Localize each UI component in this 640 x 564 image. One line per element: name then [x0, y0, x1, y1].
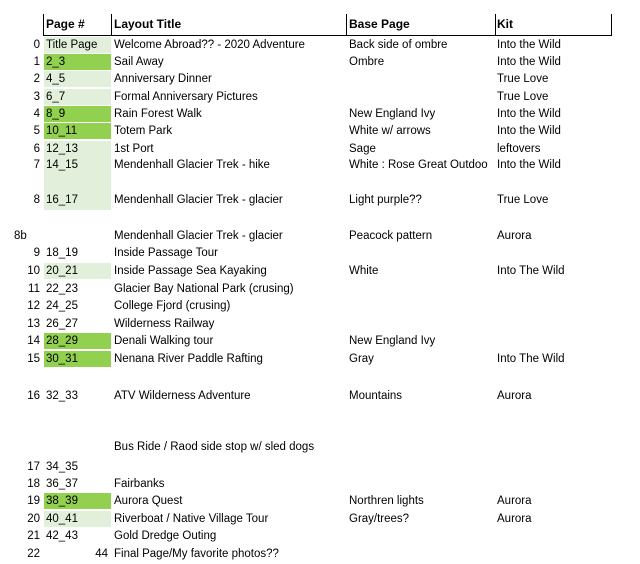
page-cell: 14_15	[46, 159, 78, 171]
base-page-cell	[349, 89, 495, 105]
row-number: 2	[33, 73, 40, 85]
row-number: 3	[33, 91, 40, 103]
layout-title-cell: Rain Forest Walk	[114, 108, 202, 120]
row-number: 0	[33, 39, 40, 51]
header-kit: Kit	[497, 17, 513, 31]
page-cell: 44	[95, 548, 108, 560]
layout-title-cell: Mendenhall Glacier Trek - glacier	[114, 194, 283, 206]
row-number: 21	[27, 530, 40, 542]
kit-cell: True Love	[497, 91, 549, 103]
row-number: 16	[27, 390, 40, 402]
layout-title-cell: Inside Passage Tour	[114, 247, 218, 259]
base-page-cell	[349, 476, 495, 492]
page-cell: Title Page	[46, 39, 98, 51]
row-number: 8b	[14, 230, 27, 242]
layout-title-cell: Formal Anniversary Pictures	[114, 91, 258, 103]
row-number: 7	[33, 159, 40, 171]
layout-title-cell: College Fjord (crusing)	[114, 300, 231, 312]
layout-title-cell: Wilderness Railway	[114, 318, 215, 330]
header-layout-title: Layout Title	[114, 17, 182, 31]
page-cell: 40_41	[46, 513, 78, 525]
kit-cell: Into The Wild	[497, 353, 565, 365]
base-page-cell: Back side of ombre	[349, 39, 448, 51]
header-border-base	[495, 14, 496, 36]
base-page-cell: Sage	[349, 143, 376, 155]
base-page-cell: New England Ivy	[349, 335, 436, 347]
page-cell: 26_27	[46, 318, 78, 330]
page-cell: 42_43	[46, 530, 78, 542]
page-cell: 12_13	[46, 143, 78, 155]
row-number: 11	[28, 283, 40, 295]
base-page-cell: White w/ arrows	[349, 125, 431, 137]
base-page-cell	[349, 528, 495, 544]
layout-title-cell: ATV Wilderness Adventure	[114, 390, 251, 402]
base-page-cell: Mountains	[349, 390, 403, 402]
row-number: 4	[33, 108, 40, 120]
header-base-page: Base Page	[349, 17, 410, 31]
header-border-page	[111, 14, 112, 36]
row-number: 20	[27, 513, 40, 525]
base-page-cell	[349, 281, 495, 297]
base-page-cell: White : Rose Great Outdoo	[349, 159, 488, 171]
page-cell: 8_9	[46, 108, 66, 120]
header-page: Page #	[46, 17, 85, 31]
row-number: 13	[27, 318, 40, 330]
page-cell: 34_35	[46, 461, 78, 473]
kit-cell: Into the Wild	[497, 39, 561, 51]
base-page-cell: Gray	[349, 353, 374, 365]
page-cell: 16_17	[46, 194, 78, 206]
kit-cell: Into the Wild	[497, 108, 561, 120]
kit-cell: Aurora	[497, 513, 532, 525]
layout-title-cell: Mendenhall Glacier Trek - hike	[114, 159, 270, 171]
page-cell: 18_19	[46, 247, 78, 259]
header-underline	[43, 35, 612, 36]
row-number	[20, 439, 40, 455]
row-number: 17	[27, 461, 40, 473]
layout-title-cell: Totem Park	[114, 125, 173, 137]
page-cell: 32_33	[46, 390, 78, 402]
layout-title-cell: Anniversary Dinner	[114, 73, 212, 85]
base-page-cell: Northren lights	[349, 495, 424, 507]
row-number: 14	[27, 335, 40, 347]
row-number: 1	[33, 56, 40, 68]
page-cell: 22_23	[46, 283, 78, 295]
row-number: 22	[27, 548, 40, 560]
row-number: 8	[33, 194, 40, 206]
row-number: 12	[27, 300, 40, 312]
layout-title-cell: Bus Ride / Raod side stop w/ sled dogs	[114, 441, 315, 453]
layout-title-cell: Mendenhall Glacier Trek - glacier	[114, 230, 283, 242]
header-border-left	[43, 14, 44, 36]
kit-cell: Into the Wild	[497, 56, 561, 68]
layout-title-cell: Riverboat / Native Village Tour	[114, 513, 269, 525]
base-page-cell	[349, 546, 495, 562]
base-page-cell	[349, 316, 495, 332]
base-page-cell	[349, 71, 495, 87]
page-cell: 20_21	[46, 265, 78, 277]
kit-cell: Aurora	[497, 495, 532, 507]
base-page-cell: Peacock pattern	[349, 230, 433, 242]
kit-cell: Aurora	[497, 390, 532, 402]
row-number: 10	[27, 265, 40, 277]
page-cell: 36_37	[46, 478, 78, 490]
base-page-cell	[349, 245, 495, 261]
layout-title-cell: Welcome Abroad?? - 2020 Adventure	[114, 39, 305, 51]
page-cell: 30_31	[46, 353, 78, 365]
layout-title-cell: Aurora Quest	[114, 495, 183, 507]
header-border-title	[346, 14, 347, 36]
page-cell: 2_3	[46, 56, 66, 68]
page-cell: 28_29	[46, 335, 78, 347]
layout-title-cell: Denali Walking tour	[114, 335, 214, 347]
base-page-cell: Light purple??	[349, 194, 422, 206]
kit-cell: Into the Wild	[497, 159, 561, 171]
base-page-cell	[349, 298, 495, 314]
layout-title-cell: 1st Port	[114, 143, 154, 155]
kit-cell: True Love	[497, 73, 549, 85]
page-cell: 24_25	[46, 300, 78, 312]
page-cell: 10_11	[46, 125, 78, 137]
base-page-cell	[349, 459, 495, 475]
base-page-cell: White	[349, 265, 379, 277]
page-cell: 6_7	[46, 91, 66, 103]
base-page-cell: New England Ivy	[349, 108, 436, 120]
row-number: 15	[27, 353, 40, 365]
kit-cell: Aurora	[497, 230, 532, 242]
row-number: 6	[33, 143, 40, 155]
layout-title-cell: Final Page/My favorite photos??	[114, 548, 279, 560]
row-number: 19	[27, 495, 40, 507]
layout-title-cell: Fairbanks	[114, 478, 165, 490]
layout-title-cell: Inside Passage Sea Kayaking	[114, 265, 267, 277]
page-cell: 38_39	[46, 495, 78, 507]
layout-title-cell: Gold Dredge Outing	[114, 530, 217, 542]
kit-cell: Into The Wild	[497, 265, 565, 277]
row-number: 9	[33, 247, 40, 259]
layout-title-cell: Glacier Bay National Park (crusing)	[114, 283, 294, 295]
layout-title-cell: Nenana River Paddle Rafting	[114, 353, 263, 365]
kit-cell: True Love	[497, 194, 549, 206]
base-page-cell: Ombre	[349, 56, 385, 68]
base-page-cell: Gray/trees?	[349, 513, 410, 525]
kit-cell: Into the Wild	[497, 125, 561, 137]
row-number: 18	[27, 478, 40, 490]
row-number: 5	[33, 125, 40, 137]
base-page-cell	[349, 439, 495, 455]
kit-cell: leftovers	[497, 143, 541, 155]
page-cell: 4_5	[46, 73, 66, 85]
header-border-kit	[611, 14, 612, 36]
layout-title-cell: Sail Away	[114, 56, 164, 68]
